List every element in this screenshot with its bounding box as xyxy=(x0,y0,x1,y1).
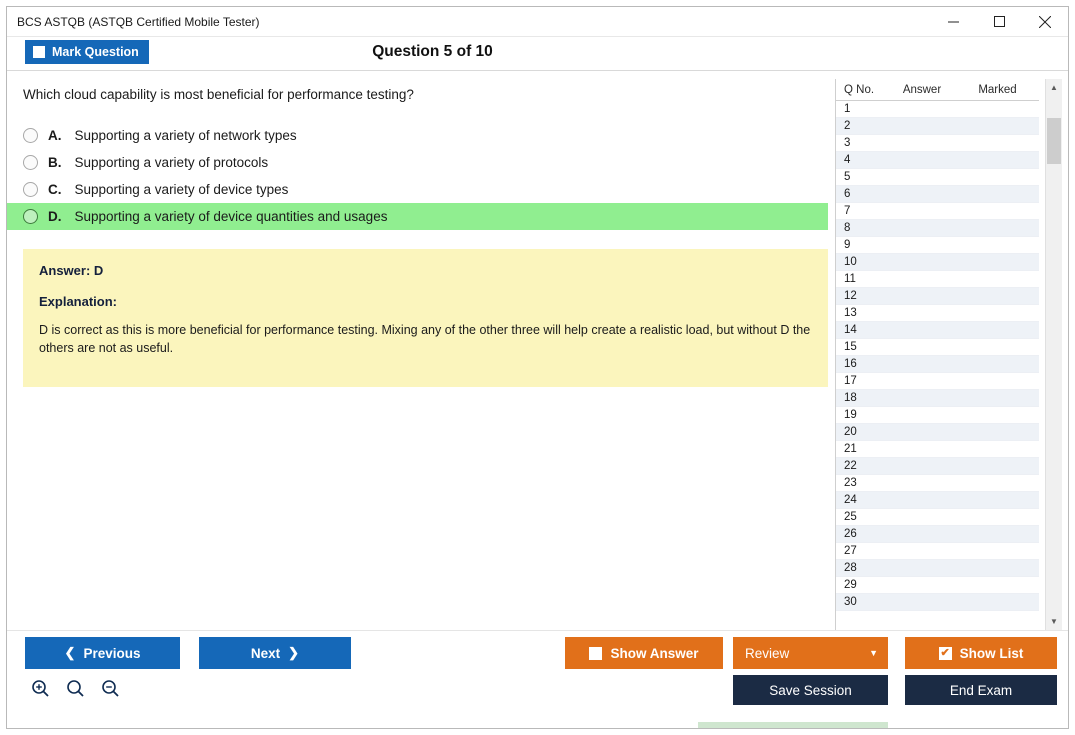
cell-question-number: 5 xyxy=(844,171,851,183)
cell-question-number: 4 xyxy=(844,154,851,166)
cell-question-number: 23 xyxy=(844,477,857,489)
table-row[interactable] xyxy=(836,373,1039,390)
show-list-checkbox[interactable]: ✔ xyxy=(940,646,950,659)
close-icon[interactable] xyxy=(1022,7,1068,36)
show-list-button[interactable] xyxy=(905,637,1057,669)
previous-label: Previous xyxy=(83,645,141,661)
option-letter: B. xyxy=(48,155,62,170)
cell-question-number: 13 xyxy=(844,307,857,319)
end-exam-label: End Exam xyxy=(949,682,1013,698)
title-bar xyxy=(7,7,1068,37)
review-label: Review xyxy=(745,645,790,661)
zoom-in-icon[interactable] xyxy=(31,679,50,703)
cell-question-number: 10 xyxy=(844,256,857,268)
table-row[interactable] xyxy=(836,560,1039,577)
mark-question-label: Mark Question xyxy=(52,45,139,59)
option-text: Supporting a variety of protocols xyxy=(74,155,269,170)
answer-explanation-panel xyxy=(23,249,828,387)
cell-question-number: 27 xyxy=(844,545,857,557)
radio-icon[interactable] xyxy=(23,155,38,170)
exam-body xyxy=(7,71,1068,630)
cell-question-number: 28 xyxy=(844,562,857,574)
explanation-text: D is correct as this is more beneficial for performance testing. Mixing any of the other three will help create a realistic load, but without D the others are not as useful. xyxy=(39,323,811,356)
show-answer-label: Show Answer xyxy=(610,645,699,661)
table-row[interactable] xyxy=(836,594,1039,611)
explanation-label: Explanation: xyxy=(39,294,118,309)
zoom-out-icon[interactable] xyxy=(101,679,120,703)
cell-question-number: 12 xyxy=(844,290,857,302)
table-row[interactable] xyxy=(836,186,1039,203)
window-controls xyxy=(930,7,1068,36)
exam-window xyxy=(6,6,1069,729)
table-row[interactable] xyxy=(836,424,1039,441)
option-a[interactable] xyxy=(7,122,835,149)
next-label: Next xyxy=(250,645,281,661)
question-list-rows[interactable] xyxy=(836,101,1039,630)
chevron-left-icon: ❮ xyxy=(64,645,76,660)
cell-question-number: 6 xyxy=(844,188,851,200)
radio-icon[interactable] xyxy=(23,128,38,143)
cell-question-number: 14 xyxy=(844,324,857,336)
table-row[interactable] xyxy=(836,509,1039,526)
table-row[interactable] xyxy=(836,169,1039,186)
scrollbar-track[interactable] xyxy=(1046,96,1062,613)
show-answer-checkbox[interactable] xyxy=(589,647,602,660)
table-row[interactable] xyxy=(836,577,1039,594)
option-letter: C. xyxy=(48,182,62,197)
table-row[interactable] xyxy=(836,220,1039,237)
column-header-answer: Answer xyxy=(902,83,942,96)
cell-question-number: 1 xyxy=(844,103,851,115)
option-d[interactable] xyxy=(7,203,828,230)
option-b[interactable] xyxy=(7,149,835,176)
option-letter: A. xyxy=(48,128,62,143)
table-row[interactable] xyxy=(836,458,1039,475)
save-session-button[interactable] xyxy=(733,675,888,705)
cell-question-number: 11 xyxy=(844,273,856,285)
table-row[interactable] xyxy=(836,135,1039,152)
cell-question-number: 8 xyxy=(844,222,851,234)
show-answer-button[interactable] xyxy=(565,637,723,669)
cell-question-number: 22 xyxy=(844,460,857,472)
exam-footer xyxy=(7,630,1068,728)
question-list-header xyxy=(836,79,1039,101)
question-text: Which cloud capability is most beneficial for performance testing? xyxy=(23,87,414,102)
zoom-icon[interactable] xyxy=(66,679,85,703)
answer-label: Answer: D xyxy=(39,263,104,278)
table-row[interactable] xyxy=(836,118,1039,135)
option-c[interactable] xyxy=(7,176,835,203)
radio-icon[interactable] xyxy=(23,209,38,224)
cell-question-number: 29 xyxy=(844,579,857,591)
radio-icon[interactable] xyxy=(23,182,38,197)
cell-question-number: 30 xyxy=(844,596,857,608)
scroll-up-icon[interactable]: ▲ xyxy=(1046,79,1062,96)
question-list-scrollbar[interactable] xyxy=(1045,79,1062,630)
end-exam-button[interactable] xyxy=(905,675,1057,705)
table-row[interactable] xyxy=(836,288,1039,305)
cell-question-number: 7 xyxy=(844,205,851,217)
table-row[interactable] xyxy=(836,271,1039,288)
save-session-label: Save Session xyxy=(769,682,852,698)
cell-question-number: 20 xyxy=(844,426,857,438)
table-row[interactable] xyxy=(836,254,1039,271)
option-text: Supporting a variety of device types xyxy=(74,182,289,197)
option-letter: D. xyxy=(48,209,62,224)
option-text: Supporting a variety of device quantities and usages xyxy=(74,209,388,224)
chevron-down-icon: ▼ xyxy=(869,648,878,658)
chevron-right-icon: ❯ xyxy=(288,645,300,660)
cell-question-number: 25 xyxy=(844,511,857,523)
minimize-icon[interactable] xyxy=(930,7,976,36)
cell-question-number: 17 xyxy=(844,375,857,387)
cell-question-number: 2 xyxy=(844,120,851,132)
table-row[interactable] xyxy=(836,492,1039,509)
column-header-marked: Marked xyxy=(978,83,1017,96)
exam-header xyxy=(7,37,1068,71)
cell-question-number: 21 xyxy=(844,443,857,455)
cell-question-number: 9 xyxy=(844,239,851,251)
next-button[interactable] xyxy=(199,637,351,669)
scrollbar-thumb[interactable] xyxy=(1047,118,1061,164)
scroll-down-icon[interactable]: ▼ xyxy=(1046,613,1062,630)
table-row[interactable] xyxy=(836,441,1039,458)
question-panel xyxy=(7,71,835,630)
option-text: Supporting a variety of network types xyxy=(74,128,297,143)
page-title: Question 5 of 10 xyxy=(372,43,493,60)
question-list[interactable] xyxy=(835,79,1039,630)
cell-question-number: 3 xyxy=(844,137,851,149)
zoom-controls xyxy=(31,679,120,703)
table-row[interactable] xyxy=(836,356,1039,373)
table-row[interactable] xyxy=(836,203,1039,220)
table-row[interactable] xyxy=(836,526,1039,543)
cell-question-number: 18 xyxy=(844,392,857,404)
cell-question-number: 16 xyxy=(844,358,857,370)
table-row[interactable] xyxy=(836,101,1039,118)
maximize-icon[interactable] xyxy=(976,7,1022,36)
show-list-label: Show List xyxy=(959,645,1024,661)
table-row[interactable] xyxy=(836,475,1039,492)
answer-options xyxy=(7,122,835,230)
previous-button[interactable] xyxy=(25,637,180,669)
cell-question-number: 19 xyxy=(844,409,857,421)
cell-question-number: 24 xyxy=(844,494,857,506)
status-strip xyxy=(698,722,888,728)
review-dropdown[interactable] xyxy=(733,637,888,669)
table-row[interactable] xyxy=(836,237,1039,254)
table-row[interactable] xyxy=(836,407,1039,424)
cell-question-number: 15 xyxy=(844,341,857,353)
cell-question-number: 26 xyxy=(844,528,857,540)
column-header-number: Q No. xyxy=(844,83,875,96)
table-row[interactable] xyxy=(836,390,1039,407)
table-row[interactable] xyxy=(836,305,1039,322)
table-row[interactable] xyxy=(836,322,1039,339)
window-title: BCS ASTQB (ASTQB Certified Mobile Tester) xyxy=(17,14,260,29)
table-row[interactable] xyxy=(836,152,1039,169)
table-row[interactable] xyxy=(836,339,1039,356)
table-row[interactable] xyxy=(836,543,1039,560)
